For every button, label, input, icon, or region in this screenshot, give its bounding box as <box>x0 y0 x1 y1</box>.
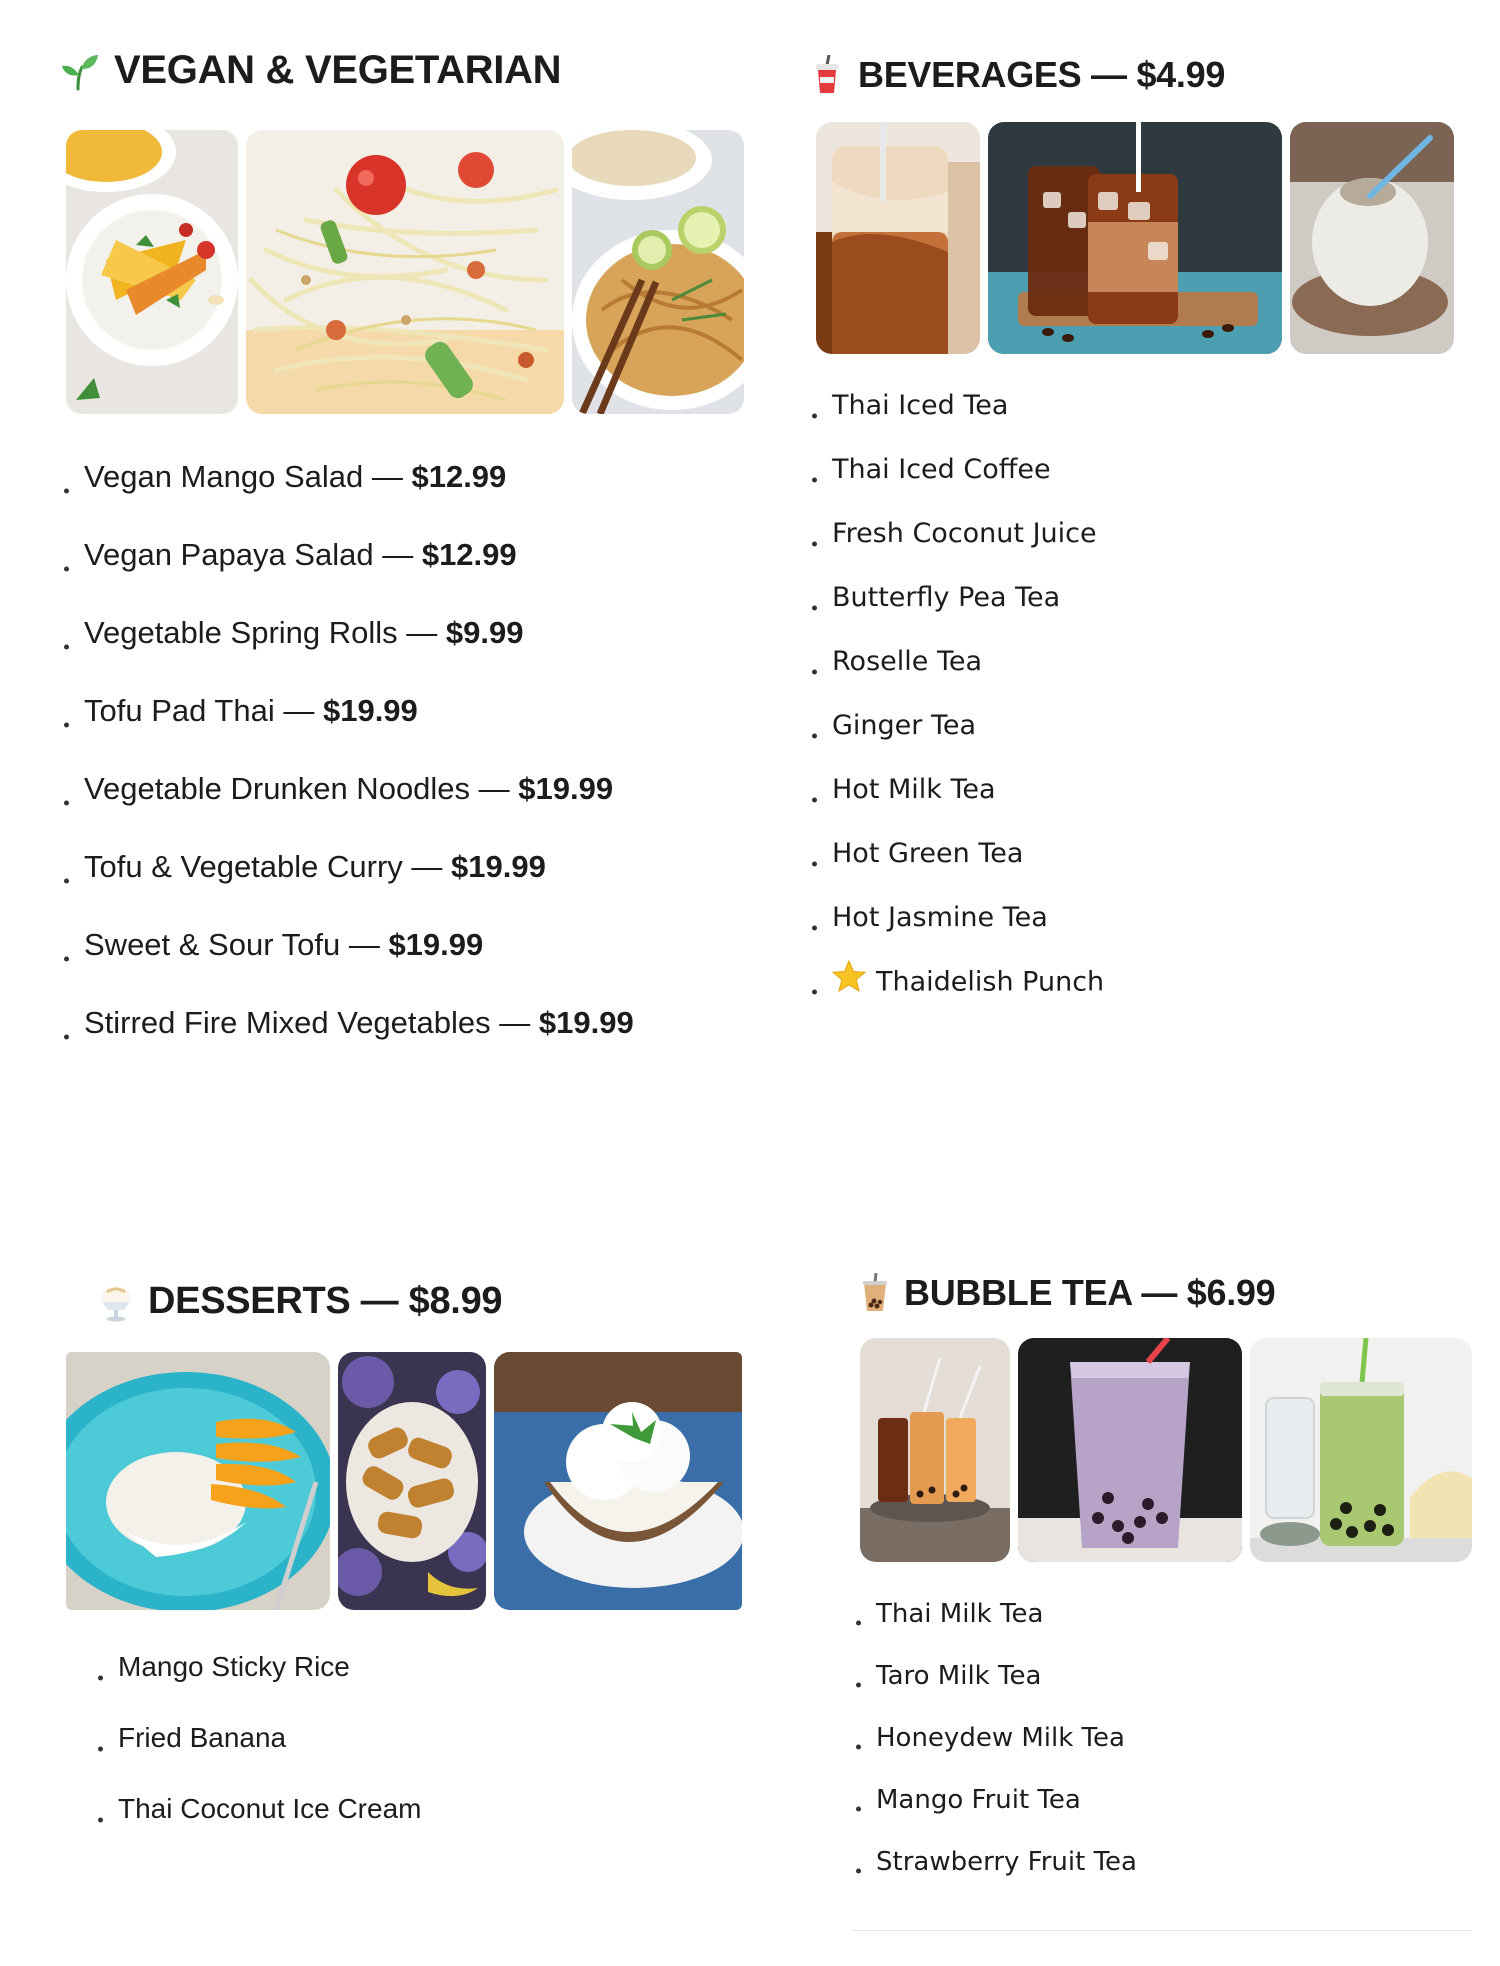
list-item: Thai Coconut Ice Cream <box>118 1784 421 1855</box>
item-name: Thaidelish Punch <box>876 966 1105 998</box>
item-name: Vegetable Drunken Noodles <box>84 771 471 806</box>
star-icon <box>832 960 866 1006</box>
seedling-icon <box>60 51 100 91</box>
pad-thai-photo <box>572 130 744 414</box>
list-item: Fresh Coconut Juice <box>832 512 1104 576</box>
list-item <box>84 608 634 686</box>
bubble-tea-title-text: BUBBLE TEA — $6.99 <box>904 1272 1276 1313</box>
list-item <box>84 452 634 530</box>
item-price: $9.99 <box>445 615 524 650</box>
item-separator: — <box>470 771 519 806</box>
list-item <box>84 530 634 608</box>
list-item: Thai Iced Coffee <box>832 448 1104 512</box>
fried-banana-photo <box>338 1352 486 1610</box>
mango-salad-photo <box>66 130 238 414</box>
vegan-section-title <box>60 48 561 93</box>
beverages-menu-list <box>832 384 1104 1024</box>
beverages-photo-strip <box>816 122 1454 354</box>
item-name: Vegan Mango Salad <box>84 459 364 494</box>
bubble-tea-icon <box>860 1273 890 1313</box>
item-name: Vegan Papaya Salad <box>84 537 374 572</box>
item-separator: — <box>373 537 422 572</box>
list-item <box>84 842 634 920</box>
list-item <box>84 686 634 764</box>
beverages-section-title <box>810 54 1225 96</box>
bubble-tea-photo-strip <box>860 1338 1472 1562</box>
list-item: Mango Fruit Tea <box>876 1778 1137 1840</box>
item-name: Vegetable Spring Rolls <box>84 615 398 650</box>
item-name: Sweet & Sour Tofu <box>84 927 341 962</box>
item-separator: — <box>397 615 446 650</box>
taro-milk-tea-photo <box>1018 1338 1242 1562</box>
list-item: Thai Iced Tea <box>832 384 1104 448</box>
list-item <box>84 764 634 842</box>
item-separator: — <box>363 459 412 494</box>
list-item <box>84 920 634 998</box>
thai-milk-tea-photo <box>860 1338 1010 1562</box>
vegan-menu-list <box>84 452 634 1076</box>
item-separator: — <box>274 693 323 728</box>
vegan-photo-strip <box>66 130 744 414</box>
desserts-menu-list <box>118 1642 421 1855</box>
bubble-tea-menu-list <box>876 1592 1137 1902</box>
item-price: $19.99 <box>322 693 418 728</box>
list-item: Hot Milk Tea <box>832 768 1104 832</box>
item-separator: — <box>402 849 452 884</box>
coconut-ice-cream-photo <box>494 1352 742 1610</box>
shaved-ice-icon <box>98 1282 134 1322</box>
thai-iced-coffee-photo <box>988 122 1282 354</box>
list-item: Ginger Tea <box>832 704 1104 768</box>
item-price: $19.99 <box>518 771 614 806</box>
list-item: Mango Sticky Rice <box>118 1642 421 1713</box>
item-price: $19.99 <box>538 1005 634 1040</box>
list-item: Thai Milk Tea <box>876 1592 1137 1654</box>
item-price: $19.99 <box>451 849 546 884</box>
item-price: $12.99 <box>421 537 517 572</box>
item-price: $12.99 <box>411 459 507 494</box>
vegan-title-text: VEGAN & VEGETARIAN <box>114 48 562 92</box>
mango-sticky-rice-photo <box>66 1352 330 1610</box>
desserts-photo-strip <box>66 1352 742 1610</box>
cup-with-straw-icon <box>810 55 844 95</box>
papaya-salad-photo <box>246 130 564 414</box>
item-name: Stirred Fire Mixed Vegetables <box>84 1005 491 1040</box>
list-item <box>84 998 634 1076</box>
list-item: Butterfly Pea Tea <box>832 576 1104 640</box>
item-price: $19.99 <box>388 927 484 962</box>
honeydew-milk-tea-photo <box>1250 1338 1472 1562</box>
list-item: Hot Jasmine Tea <box>832 896 1104 960</box>
list-item-featured <box>832 960 1104 1024</box>
beverages-title-text: BEVERAGES — $4.99 <box>858 54 1226 95</box>
list-item: Hot Green Tea <box>832 832 1104 896</box>
item-name: Tofu Pad Thai <box>84 693 275 728</box>
bottom-divider <box>852 1930 1472 1931</box>
item-separator: — <box>340 927 389 962</box>
item-name: Tofu & Vegetable Curry <box>84 849 403 884</box>
list-item: Taro Milk Tea <box>876 1654 1137 1716</box>
item-separator: — <box>490 1005 539 1040</box>
list-item: Roselle Tea <box>832 640 1104 704</box>
desserts-section-title <box>98 1280 502 1323</box>
bubble-tea-section-title <box>860 1272 1275 1314</box>
list-item: Honeydew Milk Tea <box>876 1716 1137 1778</box>
list-item: Fried Banana <box>118 1713 421 1784</box>
coconut-juice-photo <box>1290 122 1454 354</box>
list-item: Strawberry Fruit Tea <box>876 1840 1137 1902</box>
desserts-title-text: DESSERTS — $8.99 <box>148 1280 503 1322</box>
thai-iced-tea-photo <box>816 122 980 354</box>
